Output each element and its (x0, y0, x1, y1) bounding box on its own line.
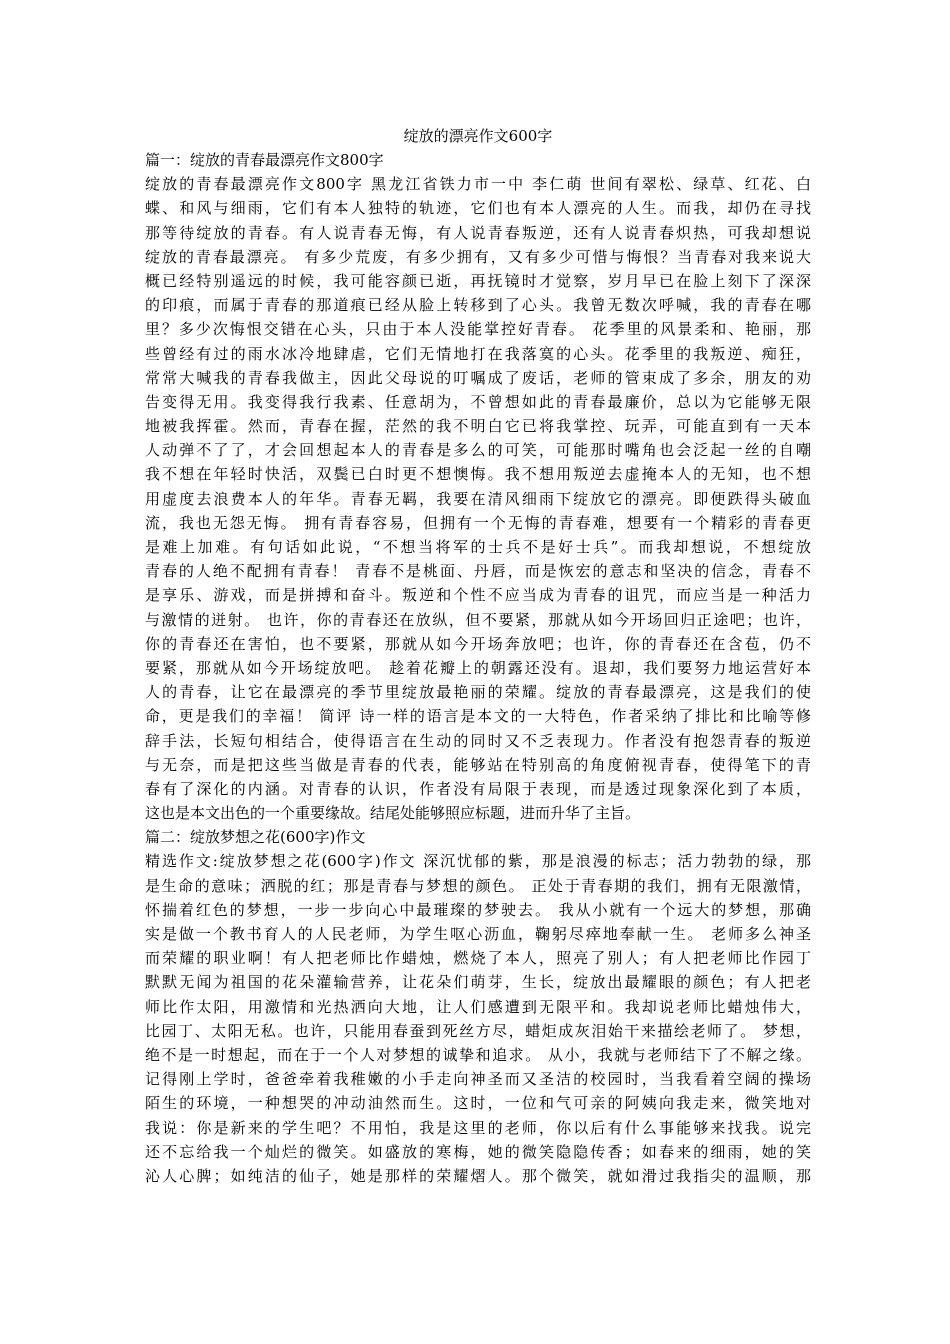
paragraph-line: 告变得无用。我变得我行我素、任意胡为，不曾想如此的青春最廉价，总以为它能够无限 (145, 392, 811, 411)
paragraph-line: 那等待绽放的青春。有人说青春无悔，有人说青春叛逆，还有人说青春炽热，可我却想说 (145, 223, 811, 242)
paragraph-line: 你的青春还在害怕，也不要紧，那就从如今开场奔放吧；也许，你的青春还在含苞，仍不 (145, 634, 811, 653)
paragraph-line: 与激情的迸射。 也许，你的青春还在放纵，但不要紧，那就从如今开场回归正途吧；也许， (145, 610, 811, 629)
paragraph-line: 概已经特别遥远的时候，我可能容颜已逝，再抚镜时才觉察，岁月早已在脸上刻下了深深 (145, 271, 811, 290)
paragraph-line: 人的青春，让它在最漂亮的季节里绽放最艳丽的荣耀。绽放的青春最漂亮，这是我们的使 (145, 683, 811, 702)
paragraph-line: 人动弹不了了，才会回想起本人的青春是多么的可笑，可能那时嘴角也会泛起一丝的自嘲 (145, 441, 811, 460)
paragraph-line: 是难上加难。有句话如此说，“不想当将军的士兵不是好士兵”。而我却想说，不想绽放 (145, 538, 811, 556)
paragraph-line: 绽放的青春最漂亮。 有多少荒废，有多少拥有，又有多少可惜与悔恨？当青春对我来说大 (145, 247, 811, 266)
paragraph-line: 春有了深化的内涵。对青春的认识，作者没有局限于表现，而是透过现象深化到了本质， (145, 779, 811, 798)
paragraph-line: 陌生的环境，一种想哭的冲动油然而生。这时，一位和气可亲的阿姨向我走来，微笑地对 (145, 1094, 811, 1113)
paragraph-line: 我不想在年轻时快活，双鬓已白时更不想懊悔。我不想用叛逆去虚掩本人的无知，也不想 (145, 465, 811, 484)
paragraph-line: 要紧，那就从如今开场绽放吧。 趁着花瓣上的朝露还没有。退却，我们要努力地运营好本 (145, 658, 811, 677)
section-heading: 篇二：绽放梦想之花(600字)作文 (145, 828, 366, 847)
paragraph-line: 与无奈，而是把这些当做是青春的代表，能够站在特别高的角度俯视青春，使得笔下的青 (145, 755, 811, 774)
paragraph-line: 比园丁、太阳无私。也许，只能用春蚕到死丝方尽，蜡炬成灰泪始干来描绘老师了。 梦想， (145, 1021, 811, 1040)
paragraph-line: 默默无闻为祖国的花朵灌输营养，让花朵们萌芽，生长，绽放出最耀眼的颜色；有人把老 (145, 973, 811, 992)
paragraph-line: 的印痕，而属于青春的那道痕已经从脸上转移到了心头。我曾无数次呼喊，我的青春在哪 (145, 296, 811, 315)
paragraph-line: 命，更是我们的幸福！ 简评 诗一样的语言是本文的一大特色，作者采纳了排比和比喻等修 (145, 707, 811, 726)
paragraph-line: 蝶、和风与细雨，它们有本人独特的轨迹，它们也有本人漂亮的人生。而我，却仍在寻找 (145, 199, 811, 218)
paragraph-line: 绽放的青春最漂亮作文800字 黑龙江省铁力市一中 李仁萌 世间有翠松、绿草、红花、白 (145, 175, 811, 194)
paragraph-line: 这也是本文出色的一个重要缘故。结尾处能够照应标题，进而升华了主旨。 (145, 804, 641, 823)
paragraph-line: 辞手法，长短句相结合，使得语言在生动的同时又不乏表现力。作者没有抱怨青春的叛逆 (145, 731, 811, 750)
document-page (145, 124, 811, 1188)
paragraph-line: 绝不是一时想起，而在于一个人对梦想的诚挚和追求。 从小，我就与老师结下了不解之缘。 (145, 1045, 811, 1064)
paragraph-line: 还不忘给我一个灿烂的微笑。如盛放的寒梅，她的微笑隐隐传香；如春来的细雨，她的笑 (145, 1142, 811, 1161)
paragraph-line: 是生命的意味；洒脱的红；那是青春与梦想的颜色。 正处于青春期的我们，拥有无限激情， (145, 876, 811, 895)
paragraph-line: 沁人心脾；如纯洁的仙子，她是那样的荣耀熠人。那个微笑，就如滑过我指尖的温顺，那 (145, 1166, 811, 1185)
document-body (145, 148, 811, 1188)
paragraph-line: 地被我挥霍。然而，青春在握，茫然的我不明白它已将我掌控、玩弄，可能直到有一天本 (145, 417, 811, 436)
paragraph-line: 常常大喊我的青春我做主，因此父母说的叮嘱成了废话，老师的管束成了多余，朋友的劝 (145, 368, 811, 387)
paragraph-line: 是享乐、游戏，而是拼搏和奋斗。叛逆和个性不应当成为青春的诅咒，而应当是一种活力 (145, 586, 811, 605)
paragraph-line: 流，我也无怨无悔。 拥有青春容易，但拥有一个无悔的青春难，想要有一个精彩的青春更 (145, 513, 811, 532)
paragraph-line: 青春的人绝不配拥有青春！ 青春不是桃面、丹唇，而是恢宏的意志和坚决的信念，青春不 (145, 562, 811, 581)
document-title: 绽放的漂亮作文600字 (403, 127, 553, 145)
paragraph-line: 怀揣着红色的梦想，一步一步向心中最璀璨的梦驶去。 我从小就有一个远大的梦想，那确 (145, 900, 811, 919)
section-heading: 篇一：绽放的青春最漂亮作文800字 (145, 151, 384, 169)
paragraph-line: 而荣耀的职业啊！有人把老师比作蜡烛，燃烧了本人，照亮了别人；有人把老师比作园丁 (145, 949, 811, 968)
paragraph-line: 用虚度去浪费本人的年华。青春无羁，我要在清风细雨下绽放它的漂亮。即便跌得头破血 (145, 489, 811, 508)
paragraph-line: 实是做一个教书育人的人民老师，为学生呕心沥血，鞠躬尽瘁地奉献一生。 老师多么神圣 (145, 925, 811, 943)
paragraph-line: 我说：你是新来的学生吧？不用怕，我是这里的老师，你以后有什么事能够来找我。说完 (145, 1118, 811, 1137)
paragraph-line: 师比作太阳，用激情和光热洒向大地，让人们感遭到无限平和。我却说老师比蜡烛伟大， (145, 997, 811, 1016)
paragraph-line: 些曾经有过的雨水冰冷地肆虐，它们无情地打在我落寞的心头。花季里的我叛逆、痴狂， (145, 344, 811, 363)
paragraph-line: 精选作文:绽放梦想之花(600字)作文 深沉忧郁的紫，那是浪漫的标志；活力勃勃的绿，那 (145, 852, 811, 871)
paragraph-line: 记得刚上学时，爸爸牵着我稚嫩的小手走向神圣而又圣洁的校园时，当我看着空阔的操场 (145, 1070, 811, 1089)
paragraph-line: 里？多少次悔恨交错在心头，只由于本人没能掌控好青春。 花季里的风景柔和、艳丽，那 (145, 320, 811, 339)
